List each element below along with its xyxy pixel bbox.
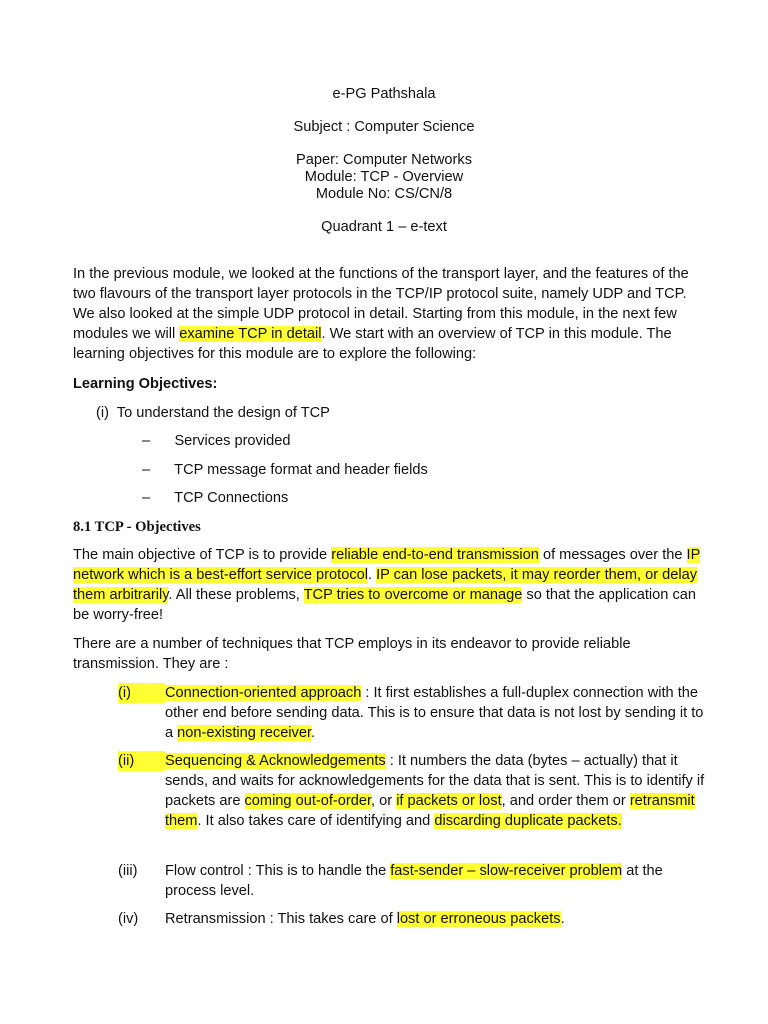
technique-text: : It first establishes a full-duplex connection with the other end before sending data. This is to ensure that data is not lost by sending it to a xyxy=(165,685,704,741)
header-module: Module: TCP - Overview xyxy=(304,169,464,185)
header-quadrant: Quadrant 1 – e-text xyxy=(321,219,447,235)
objective-sub-2: – TCP message format and header fields xyxy=(142,462,428,478)
technique-highlight: if packets or lost xyxy=(396,793,502,809)
intro-text-1: In the previous module, we looked at the functions of the transport layer, and the features of the two flavours of the transport layer protocols in the TCP/IP protocol suite, namely UDP and TCP. We also looked at the simple UDP protocol in detail. Starting from this module, in the next few modules we will xyxy=(73,266,689,342)
p1-text-d: . All these problems, xyxy=(168,587,304,603)
technique-text: . xyxy=(560,911,565,927)
p1-highlight-1: reliable end-to-end transmission xyxy=(331,547,539,563)
technique-highlight: non-existing receiver xyxy=(177,725,312,741)
technique-number: (i) xyxy=(118,683,165,703)
technique-highlight: lost or erroneous packets xyxy=(396,911,561,927)
technique-highlight: coming out-of-order xyxy=(244,793,372,809)
technique-highlight: discarding duplicate packets. xyxy=(434,813,622,829)
p1-highlight-4: TCP tries to overcome or manage xyxy=(303,587,523,603)
p1-text-b: of messages over the xyxy=(538,547,687,563)
technique-text: , or xyxy=(371,793,397,809)
technique-number: (iii) xyxy=(118,863,138,879)
intro-paragraph xyxy=(73,264,703,364)
section-heading: 8.1 TCP - Objectives xyxy=(73,519,201,535)
technique-text: Retransmission : This takes care of xyxy=(165,911,397,927)
technique-highlight: retransmit them xyxy=(165,793,695,829)
intro-highlight: examine TCP in detail xyxy=(179,326,322,342)
techniques-intro-paragraph: There are a number of techniques that TCP employs in its endeavor to provide reliable transmission. They are : xyxy=(73,636,631,672)
technique-text: , and order them or xyxy=(501,793,630,809)
technique-text: at the process level. xyxy=(165,863,663,899)
p1-text-c: . xyxy=(367,567,377,583)
p1-text-a: The main objective of TCP is to provide xyxy=(73,547,332,563)
document-header xyxy=(0,86,768,236)
technique-number: (ii) xyxy=(118,751,165,771)
header-paper: Paper: Computer Networks xyxy=(295,152,472,168)
technique-highlight: Connection-oriented approach xyxy=(165,685,362,701)
p1-highlight-2: IP network which is a best-effort service protocol xyxy=(73,547,701,583)
technique-text: . xyxy=(311,725,316,741)
technique-text: : It numbers the data (bytes – actually) that it sends, and waits for acknowledgements for the data that is sent. This is to identify if packets are xyxy=(165,753,705,809)
objective-paragraph xyxy=(73,545,703,625)
header-institution: e-PG Pathshala xyxy=(332,86,436,102)
intro-text-2: . We start with an overview of TCP in this module. The learning objectives for this module are to explore the following: xyxy=(73,326,672,362)
technique-highlight: fast-sender – slow-receiver problem xyxy=(390,863,623,879)
technique-text: Flow control : This is to handle the xyxy=(165,863,391,879)
learning-objectives-heading: Learning Objectives: xyxy=(73,376,218,392)
objective-sub-3: – TCP Connections xyxy=(142,490,289,506)
p1-highlight-3: IP can lose packets, it may reorder them, or delay them arbitrarily xyxy=(73,567,698,603)
technique-highlight: Sequencing & Acknowledgements xyxy=(165,753,386,769)
technique-number: (iv) xyxy=(118,911,139,927)
objective-sub-1: – Services provided xyxy=(142,433,291,449)
header-module-no: Module No: CS/CN/8 xyxy=(315,186,453,202)
header-subject: Subject : Computer Science xyxy=(293,119,475,135)
p1-text-e: so that the application can be worry-free! xyxy=(73,587,696,623)
objective-item-1: (i) To understand the design of TCP xyxy=(96,405,330,421)
technique-text: . It also takes care of identifying and xyxy=(197,813,435,829)
